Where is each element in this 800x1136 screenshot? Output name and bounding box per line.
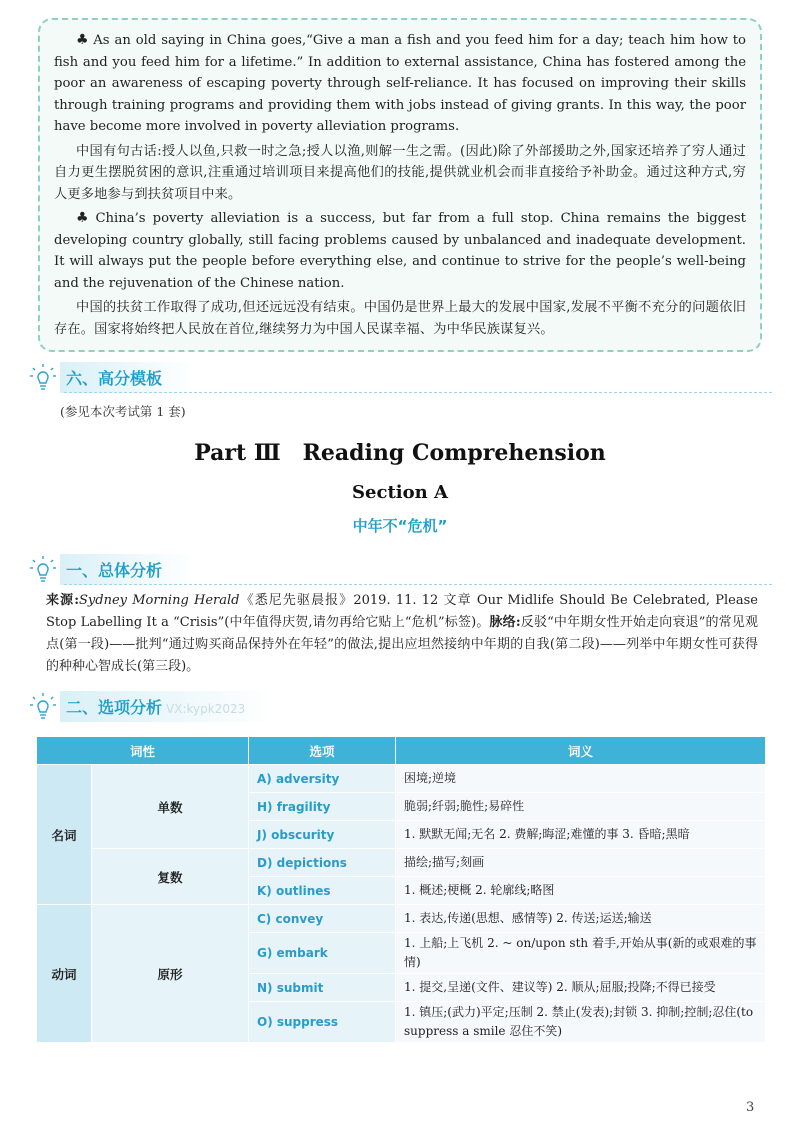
section-title: 二、选项分析 VX:kypk2023 bbox=[60, 691, 285, 722]
page-number: 3 bbox=[746, 1100, 755, 1115]
section-divider bbox=[64, 584, 772, 585]
word-meaning: 1. 概述;梗概 2. 轮廓线;略图 bbox=[396, 877, 766, 905]
reference-note: (参见本次考试第 1 套) bbox=[60, 404, 186, 419]
source-label: 来源: bbox=[46, 593, 79, 608]
form-singular: 单数 bbox=[92, 765, 249, 849]
option-word: O) suppress bbox=[249, 1002, 396, 1043]
form-plural: 复数 bbox=[92, 849, 249, 905]
word-meaning: 困境;逆境 bbox=[396, 765, 766, 793]
word-meaning: 脆弱;纤弱;脆性;易碎性 bbox=[396, 793, 766, 821]
section-heading-template bbox=[28, 361, 772, 393]
word-meaning: 1. 镇压;(武力)平定;压制 2. 禁止(发表);封锁 3. 抑制;控制;忍住(to suppress a smile 忍住不笑) bbox=[396, 1002, 766, 1043]
paragraph-en-2: ♣ China’s poverty alleviation is a success, but far from a full stop. China remains the biggest developing country globally, still facing problems caused by unbalanced and inadequate development. It will always put the people before everything else, and continue to strive for the people’s well-being and the rejuvenation of the Chinese nation. bbox=[54, 210, 746, 291]
section-divider bbox=[64, 392, 772, 393]
header-pos: 词性 bbox=[37, 737, 249, 765]
word-meaning: 1. 上船;上飞机 2. ~ on/upon sth 着手,开始从事(新的或艰难的事情) bbox=[396, 933, 766, 974]
club-icon: ♣ bbox=[76, 32, 90, 48]
table-header-row bbox=[37, 737, 766, 765]
structure-label: 脉络: bbox=[489, 615, 521, 630]
lightbulb-icon bbox=[28, 362, 58, 392]
club-icon: ♣ bbox=[76, 210, 92, 226]
option-word: A) adversity bbox=[249, 765, 396, 793]
section-a-title: Section A bbox=[352, 482, 448, 503]
header-option: 选项 bbox=[249, 737, 396, 765]
word-meaning: 1. 提交,呈递(文件、建议等) 2. 顺从;屈服;投降;不得已接受 bbox=[396, 974, 766, 1002]
table-row bbox=[37, 765, 766, 793]
form-base: 原形 bbox=[92, 905, 249, 1043]
pos-noun: 名词 bbox=[37, 765, 92, 905]
part-title: Part Ⅲ Reading Comprehension bbox=[194, 440, 606, 466]
section-heading-options bbox=[28, 690, 772, 722]
word-meaning: 描绘;描写;刻画 bbox=[396, 849, 766, 877]
section-heading-overall bbox=[28, 553, 772, 585]
option-word: J) obscurity bbox=[249, 821, 396, 849]
paragraph-zh-2: 中国的扶贫工作取得了成功,但还远远没有结束。中国仍是世界上最大的发展中国家,发展不平衡不充分的问题依旧存在。国家将始终把人民放在首位,继续努力为中国人民谋幸福、为中华民族谋复兴。 bbox=[54, 300, 746, 337]
paragraph-zh-1: 中国有句古话:授人以鱼,只救一时之急;授人以渔,则解一生之需。(因此)除了外部援助之外,国家还培养了穷人通过自力更生摆脱贫困的意识,注重通过培训项目来提高他们的技能,提供就业机会而非直接给予补助金。通过这种方式,穷人更多地参与到扶贫项目中来。 bbox=[54, 143, 746, 202]
option-word: C) convey bbox=[249, 905, 396, 933]
journal-name: Sydney Morning Herald bbox=[79, 593, 240, 608]
paragraph-en-1: ♣ As an old saying in China goes,“Give a man a fish and you feed him for a day; teach him how to fish and you feed him for a lifetime.” In addition to external assistance, China has fostered among the poor an awareness of escaping poverty through self-reliance. It has focused on improving their skills through training programs and providing them with jobs instead of giving grants. In this way, the poor have become more involved in poverty alleviation programs. bbox=[54, 32, 746, 134]
source-analysis: 来源:Sydney Morning Herald《悉尼先驱晨报》2019. 11. 12 文章 Our Midlife Should Be Celebrated, Please Stop Labelling It a “Crisis”(中年值得庆贺,请勿再给它贴上“危机”标签)。脉络:反驳“中年期女性开始走向衰退”的常见观点(第一段)——批判“通过购买商品保持外在年轻”的做法,提出应坦然接纳中年期的自我(第二段)——列举中年期女性可获得的种种心智成长(第三段)。 bbox=[46, 593, 758, 674]
option-word: D) depictions bbox=[249, 849, 396, 877]
pos-verb: 动词 bbox=[37, 905, 92, 1043]
lightbulb-icon bbox=[28, 691, 58, 721]
word-meaning: 1. 默默无闻;无名 2. 费解;晦涩;难懂的事 3. 昏暗;黑暗 bbox=[396, 821, 766, 849]
header-meaning: 词义 bbox=[396, 737, 766, 765]
vocabulary-table bbox=[36, 736, 766, 1043]
option-word: N) submit bbox=[249, 974, 396, 1002]
lightbulb-icon bbox=[28, 554, 58, 584]
section-title: 六、高分模板 bbox=[60, 362, 202, 393]
bilingual-passage-box bbox=[38, 18, 762, 352]
section-title: 一、总体分析 bbox=[60, 554, 202, 585]
word-meaning: 1. 表达,传递(思想、感情等) 2. 传送;运送;输送 bbox=[396, 905, 766, 933]
option-word: H) fragility bbox=[249, 793, 396, 821]
option-word: K) outlines bbox=[249, 877, 396, 905]
option-word: G) embark bbox=[249, 933, 396, 974]
table-row bbox=[37, 849, 766, 877]
table-row bbox=[37, 905, 766, 933]
watermark-text: VX:kypk2023 bbox=[166, 701, 246, 716]
passage-title: 中年不“危机” bbox=[352, 517, 448, 535]
